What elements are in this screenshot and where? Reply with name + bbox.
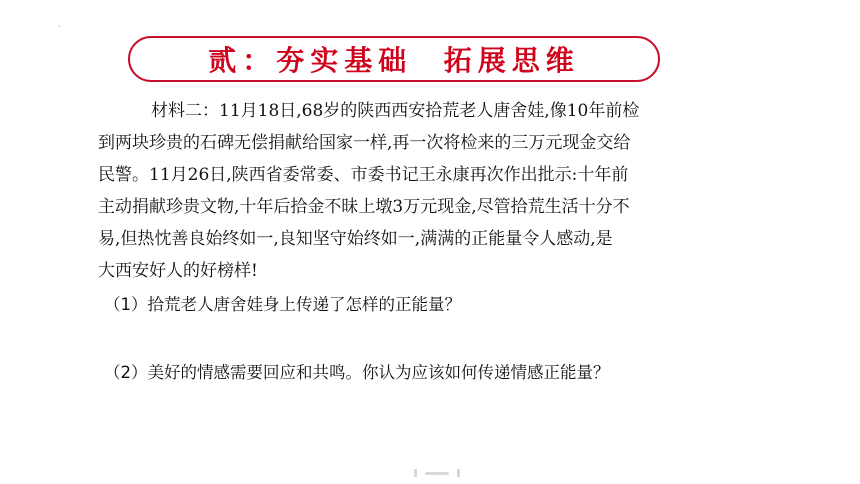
material-line: 材料二：11月18日,68岁的陕西西安拾荒老人唐舍娃,像10年前检 bbox=[151, 101, 640, 121]
nav-tick bbox=[457, 469, 460, 477]
material-line: 民警。11月26日,陕西省委常委、市委书记王永康再次作出批示:十年前 bbox=[98, 165, 629, 185]
material-line: 大西安好人的好榜样! bbox=[98, 261, 258, 281]
material-line: 易,但热忱善良始终如一,良知坚守始终如一,满满的正能量令人感动,是 bbox=[98, 229, 613, 249]
corner-mark: · bbox=[58, 22, 61, 31]
material-paragraph bbox=[98, 95, 670, 287]
nav-tick bbox=[414, 469, 417, 477]
nav-tick bbox=[425, 472, 449, 475]
question-1: （1）拾荒老人唐舍娃身上传递了怎样的正能量？ bbox=[104, 295, 461, 314]
question-2: （2）美好的情感需要回应和共鸣。你认为应该如何传递情感正能量？ bbox=[104, 363, 610, 382]
material-line: 到两块珍贵的石碑无偿捐献给国家一样,再一次将检来的三万元现金交给 bbox=[98, 133, 631, 153]
material-line: 主动捐献珍贵文物,十年后拾金不昧上墩3万元现金,尽管拾荒生活十分不 bbox=[98, 197, 630, 217]
section-title-banner bbox=[128, 36, 660, 82]
section-title: 贰：夯实基础 拓展思维 bbox=[208, 44, 580, 77]
slide-nav-indicator bbox=[414, 469, 460, 477]
